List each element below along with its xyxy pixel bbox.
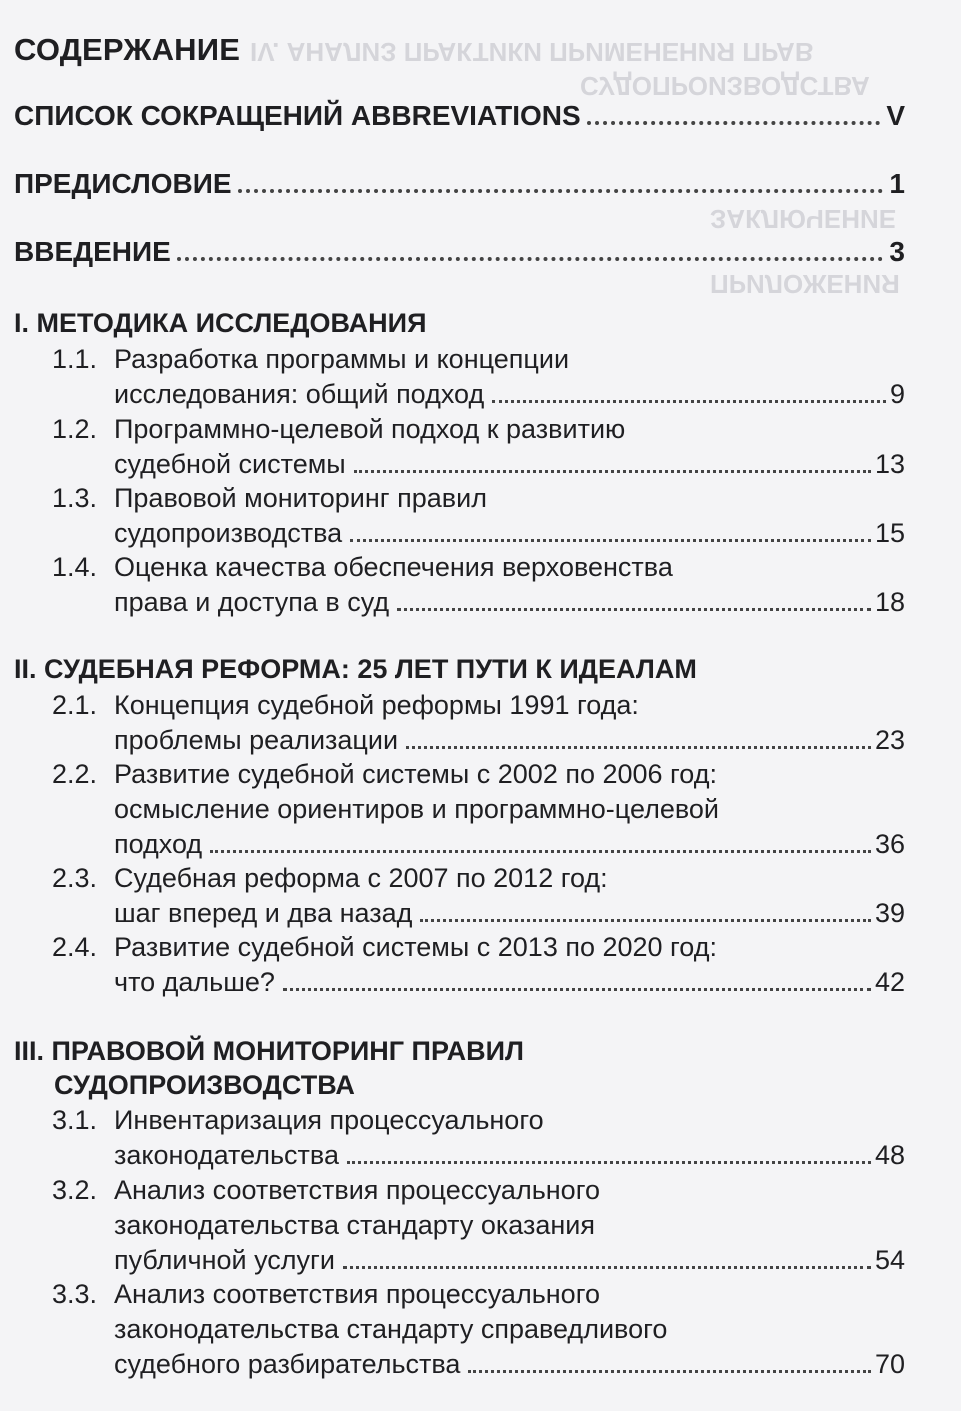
section-heading-line: СУДОПРОИЗВОДСТВА (54, 1070, 355, 1100)
subentry-text: законодательства стандарту оказания (114, 1210, 595, 1240)
dot-leader (587, 121, 881, 125)
section-heading[interactable]: II. СУДЕБНАЯ РЕФОРМА: 25 ЛЕТ ПУТИ К ИДЕАЛАМ (14, 654, 697, 684)
subentry-text: Программно-целевой подход к развитию (114, 414, 626, 444)
subentry-number: 2.1. (52, 690, 98, 720)
subentry-text: Концепция судебной реформы 1991 года: (114, 690, 639, 720)
dot-leader (283, 988, 871, 991)
subentry-page: 18 (874, 587, 905, 617)
subentry-page: 70 (874, 1349, 905, 1379)
toc-entry-label: ПРЕДИСЛОВИЕ (14, 168, 232, 199)
subentry-page: 23 (874, 725, 905, 755)
dot-leader (468, 1370, 871, 1373)
subentry-text: законодательства (114, 1140, 339, 1170)
subentry-number: 1.2. (52, 414, 98, 444)
subentry-text: подход (114, 829, 203, 859)
toc-entry-label: СПИСОК СОКРАЩЕНИЙ ABBREVIATIONS (14, 100, 581, 131)
subentry-page: 13 (874, 449, 905, 479)
subentry-text: осмысление ориентиров и программно-целевой (114, 794, 719, 824)
subentry-text: судебной системы (114, 449, 346, 479)
toc-subentry[interactable] (52, 550, 905, 620)
dot-leader (397, 608, 871, 611)
subentry-text: права и доступа в суд (114, 587, 390, 617)
dot-leader (238, 189, 884, 193)
bleed-through-text: IV. АНАЛИЗ ПРАКТИКИ ПРИМЕНЕНИЯ ПРАВ (250, 37, 814, 67)
toc-entry-page: 3 (889, 236, 905, 267)
subentry-page: 48 (874, 1140, 905, 1170)
dot-leader (354, 470, 871, 473)
subentry-text: Развитие судебной системы с 2013 по 2020 год: (114, 932, 717, 962)
subentry-number: 2.4. (52, 932, 98, 962)
dot-leader (492, 400, 886, 403)
section-heading[interactable] (14, 1034, 524, 1102)
bleed-through-text: ПРИЛОЖЕНИЯ (710, 269, 900, 299)
subentry-page: 36 (874, 829, 905, 859)
toc-subentry[interactable] (52, 1173, 905, 1278)
subentry-text: Правовой мониторинг правил (114, 483, 487, 513)
subentry-number: 2.2. (52, 759, 98, 789)
subentry-number: 1.3. (52, 483, 98, 513)
subentry-number: 3.3. (52, 1279, 98, 1309)
toc-entry[interactable] (14, 236, 905, 268)
subentry-number: 1.1. (52, 344, 98, 374)
toc-entry[interactable] (14, 168, 905, 200)
toc-subentry[interactable] (52, 688, 905, 758)
toc-subentry[interactable] (52, 757, 905, 862)
subentry-text: что дальше? (114, 967, 275, 997)
subentry-text: проблемы реализации (114, 725, 399, 755)
subentry-number: 3.2. (52, 1175, 98, 1205)
subentry-page: 39 (874, 898, 905, 928)
subentry-text: Оценка качества обеспечения верховенства (114, 552, 673, 582)
subentry-text: Разработка программы и концепции (114, 344, 570, 374)
subentry-text: шаг вперед и два назад (114, 898, 413, 928)
toc-subentry[interactable] (52, 412, 905, 482)
subentry-text: Инвентаризация процессуального (114, 1105, 544, 1135)
subentry-number: 2.3. (52, 863, 98, 893)
bleed-through-text: СУДОПРОИЗВОДСТВА (580, 71, 870, 101)
toc-entry[interactable] (14, 100, 905, 132)
dot-leader (210, 850, 871, 853)
section-heading-line: III. ПРАВОВОЙ МОНИТОРИНГ ПРАВИЛ (14, 1036, 524, 1066)
dot-leader (350, 539, 871, 542)
toc-entry-page: V (886, 100, 905, 131)
subentry-text: публичной услуги (114, 1245, 335, 1275)
subentry-text: судопроизводства (114, 518, 343, 548)
subentry-page: 9 (889, 379, 905, 409)
toc-entry-label: ВВЕДЕНИЕ (14, 236, 171, 267)
subentry-number: 1.4. (52, 552, 98, 582)
toc-subentry[interactable] (52, 1277, 905, 1382)
subentry-text: исследования: общий подход (114, 379, 485, 409)
subentry-text: законодательства стандарту справедливого (114, 1314, 668, 1344)
dot-leader (406, 746, 871, 749)
dot-leader (177, 257, 884, 261)
subentry-page: 42 (874, 967, 905, 997)
subentry-text: Развитие судебной системы с 2002 по 2006 год: (114, 759, 717, 789)
bleed-through-text: ЗАКЛЮЧЕНИЕ (710, 204, 897, 234)
subentry-text: Анализ соответствия процессуального (114, 1279, 600, 1309)
section-heading[interactable]: I. МЕТОДИКА ИССЛЕДОВАНИЯ (14, 308, 427, 338)
subentry-text: Анализ соответствия процессуального (114, 1175, 600, 1205)
subentry-text: Судебная реформа с 2007 по 2012 год: (114, 863, 608, 893)
subentry-number: 3.1. (52, 1105, 98, 1135)
subentry-text: судебного разбирательства (114, 1349, 461, 1379)
toc-subentry[interactable] (52, 930, 905, 1000)
toc-subentry[interactable] (52, 1103, 905, 1173)
subentry-page: 15 (874, 518, 905, 548)
subentry-page: 54 (874, 1245, 905, 1275)
page-title: СОДЕРЖАНИЕ (14, 32, 241, 67)
toc-subentry[interactable] (52, 342, 905, 412)
toc-subentry[interactable] (52, 481, 905, 551)
dot-leader (420, 919, 871, 922)
toc-subentry[interactable] (52, 861, 905, 931)
dot-leader (343, 1266, 871, 1269)
dot-leader (347, 1161, 871, 1164)
toc-entry-page: 1 (889, 168, 905, 199)
